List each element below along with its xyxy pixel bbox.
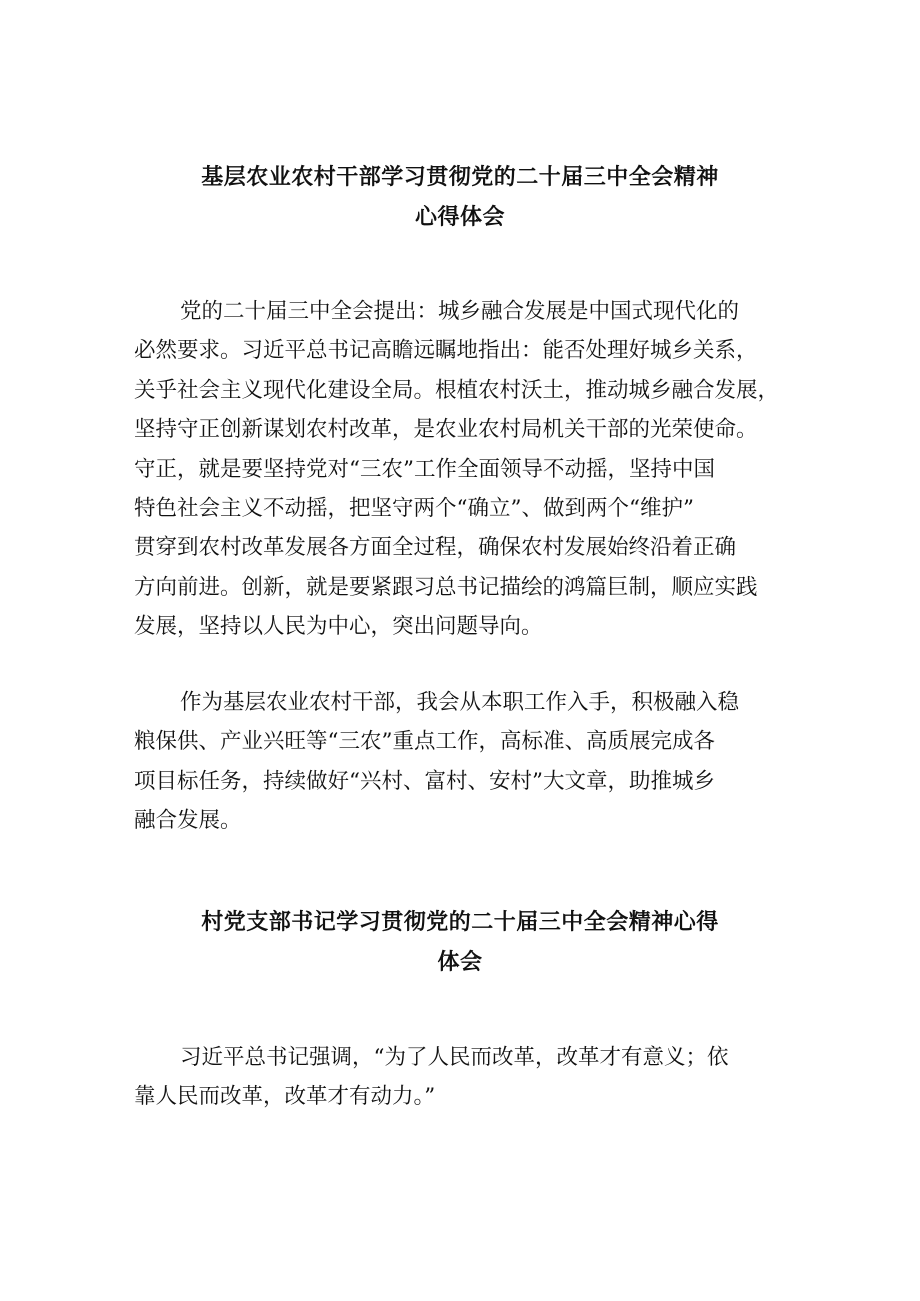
paragraph-line: 融合发展。 — [134, 808, 242, 834]
article-2-paragraph-1 — [134, 1038, 794, 1117]
title-line: 村党支部书记学习贯彻党的二十届三中全会精神心得 — [201, 910, 719, 935]
paragraph-line: 坚持守正创新谋划农村改革，是农业农村局机关干部的光荣使命。 — [134, 417, 758, 443]
paragraph-line: 守正，就是要坚持党对“三农”工作全面领导不动摇，坚持中国 — [134, 456, 715, 482]
paragraph-line: 粮保供、产业兴旺等“三农”重点工作，高标准、高质展完成各 — [134, 729, 715, 755]
paragraph-line: 习近平总书记强调，“为了人民而改革，改革才有意义；依 — [180, 1045, 729, 1070]
title-line: 心得体会 — [414, 205, 505, 230]
paragraph-line: 必然要求。习近平总书记高瞻远瞩地指出：能否处理好城乡关系， — [134, 338, 758, 364]
paragraph-line: 贯穿到农村改革发展各方面全过程，确保农村发展始终沿着正确 — [134, 535, 737, 561]
paragraph-line: 作为基层农业农村干部，我会从本职工作入手，积极融入稳 — [180, 690, 740, 715]
title-line: 体会 — [437, 950, 483, 975]
article-title-1 — [100, 158, 820, 238]
paragraph-line: 项目标任务，持续做好“兴村、富村、安村”大文章，助推城乡 — [134, 768, 715, 794]
article-title-2 — [100, 903, 820, 983]
title-line: 基层农业农村干部学习贯彻党的二十届三中全会精神 — [201, 165, 719, 190]
article-1-paragraph-2 — [134, 683, 794, 841]
paragraph-line: 特色社会主义不动摇，把坚守两个“确立”、做到两个“维护” — [134, 496, 694, 522]
paragraph-line: 关乎社会主义现代化建设全局。根植农村沃土，推动城乡融合发展， — [134, 377, 780, 403]
paragraph-line: 党的二十届三中全会提出：城乡融合发展是中国式现代化的 — [180, 299, 740, 324]
paragraph-line: 靠人民而改革，改革才有动力。” — [134, 1084, 436, 1110]
paragraph-line: 方向前进。创新，就是要紧跟习总书记描绘的鸿篇巨制，顺应实践 — [134, 574, 758, 600]
paragraph-line: 发展，坚持以人民为中心，突出问题导向。 — [134, 614, 543, 640]
article-1-paragraph-1 — [134, 292, 794, 647]
